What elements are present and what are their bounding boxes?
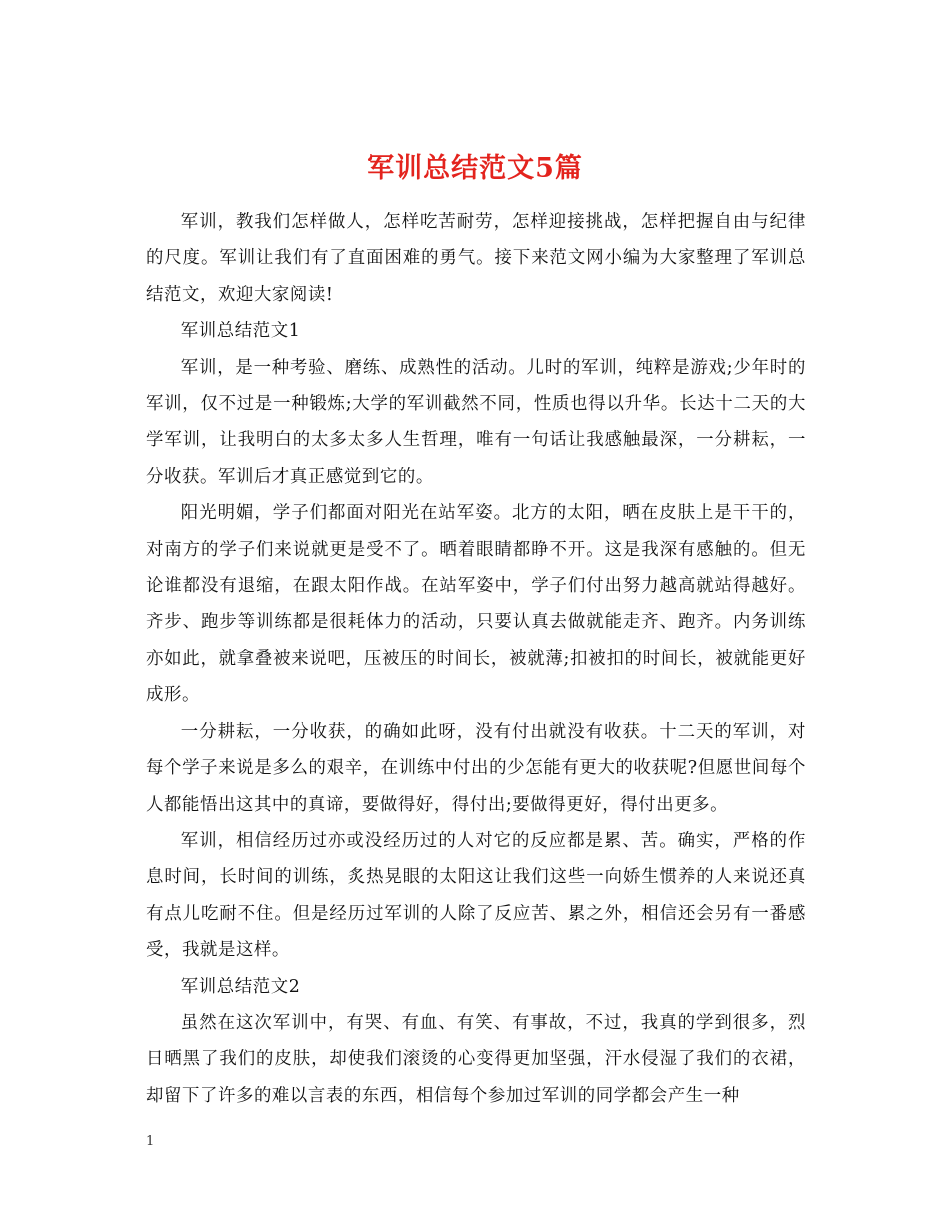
- document-title: 军训总结范文5篇: [367, 153, 583, 185]
- body-paragraph: 军训，是一种考验、磨练、成熟性的活动。儿时的军训，纯粹是游戏;少年时的军训，仅不过是一种锻炼;大学的军训截然不同，性质也得以升华。长达十二天的大学军训，让我明白的太多太多人生哲理，唯有一句话让我感触最深，一分耕耘，一分收获。军训后才真正感觉到它的。: [146, 357, 806, 487]
- body-paragraph: 军训，相信经历过亦或没经历过的人对它的反应都是累、苦。确实，严格的作息时间，长时间的训练，炙热晃眼的太阳这让我们这些一向娇生惯养的人来说还真有点儿吃耐不住。但是经历过军训的人除了反应苦、累之外，相信还会另有一番感受，我就是这样。: [146, 830, 806, 961]
- intro-paragraph: 军训，教我们怎样做人，怎样吃苦耐劳，怎样迎接挑战，怎样把握自由与纪律的尺度。军训让我们有了直面困难的勇气。接下来范文网小编为大家整理了军训总结范文，欢迎大家阅读!: [146, 212, 806, 305]
- body-paragraph: 阳光明媚，学子们都面对阳光在站军姿。北方的太阳，晒在皮肤上是干干的，对南方的学子们来说就更是受不了。晒着眼睛都睁不开。这是我深有感触的。但无论谁都没有退缩，在跟太阳作战。在站军姿中，学子们付出努力越高就站得越好。齐步、跑步等训练都是很耗体力的活动，只要认真去做就能走齐、跑齐。内务训练亦如此，就拿叠被来说吧，压被压的时间长，被就薄;扣被扣的时间长，被就能更好成形。: [146, 503, 806, 706]
- body-paragraph: 一分耕耘，一分收获，的确如此呀，没有付出就没有收获。十二天的军训，对每个学子来说是多么的艰辛，在训练中付出的少怎能有更大的收获呢?但愿世间每个人都能悟出这其中的真谛，要做得好，得付出;要做得更好，得付出更多。: [146, 721, 806, 815]
- section-heading-1: 军训总结范文1: [180, 321, 301, 342]
- document-body: [146, 204, 806, 1114]
- page-number: 1: [146, 1134, 155, 1149]
- section-heading-2: 军训总结范文2: [180, 976, 301, 997]
- body-paragraph: 虽然在这次军训中，有哭、有血、有笑、有事故，不过，我真的学到很多，烈日晒黑了我们的皮肤，却使我们滚烫的心变得更加坚强，汗水侵湿了我们的衣裙，却留下了许多的难以言表的东西，相信每个参加过军训的同学都会产生一种: [146, 1012, 806, 1106]
